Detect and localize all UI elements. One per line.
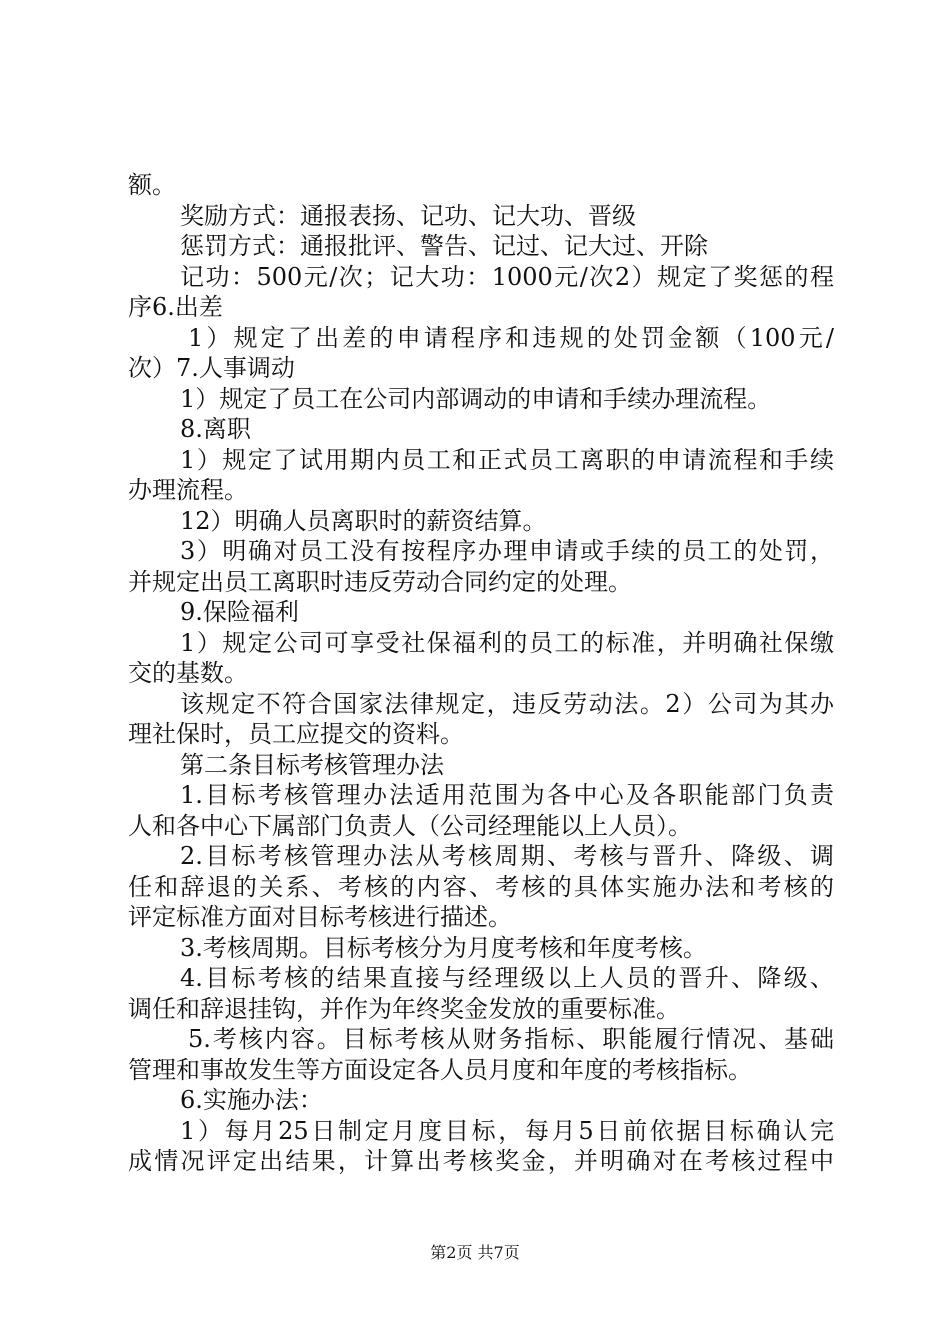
text-line: 额。 <box>128 171 176 199</box>
text-line: 3.考核周期。目标考核分为月度考核和年度考核。 <box>180 933 707 962</box>
page-number-label: 第2页 共7页 <box>430 1243 520 1262</box>
text-line: 交的基数。 <box>128 659 248 687</box>
text-line: 9.保险福利 <box>180 598 299 626</box>
text-line: 惩罚方式：通报批评、警告、记过、记大过、开除 <box>180 232 708 260</box>
text-line: 序6.出差 <box>128 293 223 321</box>
page-footer <box>0 1243 950 1263</box>
text-line: 成情况评定出结果，计算出考核奖金，并明确对在考核过程中 <box>128 1147 834 1175</box>
text-line: 8.离职 <box>180 415 251 443</box>
document-body <box>128 170 834 1177</box>
text-line: 1）规定了试用期内员工和正式员工离职的申请流程和手续 <box>180 445 834 474</box>
text-line: 评定标准方面对目标考核进行描述。 <box>128 903 512 931</box>
text-line: 记功：500元/次；记大功：1000元/次2）规定了奖惩的程 <box>180 262 834 291</box>
text-line: 人和各中心下属部门负责人（公司经理能以上人员）。 <box>128 811 692 840</box>
text-line: 1.目标考核管理办法适用范围为各中心及各职能部门负责 <box>180 781 834 809</box>
text-line: 任和辞退的关系、考核的内容、考核的具体实施办法和考核的 <box>128 872 834 901</box>
text-line: 1）规定公司可享受社保福利的员工的标准，并明确社保缴 <box>180 628 834 657</box>
text-line: 6.实施办法： <box>180 1086 323 1114</box>
text-line: 并规定出员工离职时违反劳动合同约定的处理。 <box>128 567 632 596</box>
text-line: 3）明确对员工没有按程序办理申请或手续的员工的处罚， <box>180 537 834 565</box>
text-line: 奖励方式：通报表扬、记功、记大功、晋级 <box>180 201 636 230</box>
text-line: 5.考核内容。目标考核从财务指标、职能履行情况、基础 <box>188 1025 834 1053</box>
text-line: 调任和辞退挂钩，并作为年终奖金发放的重要标准。 <box>128 994 680 1023</box>
text-line: 理社保时，员工应提交的资料。 <box>128 720 464 748</box>
text-line: 该规定不符合国家法律规定，违反劳动法。2）公司为其办 <box>180 689 834 718</box>
text-line: 管理和事故发生等方面设定各人员月度和年度的考核指标。 <box>128 1055 752 1084</box>
text-line: 办理流程。 <box>128 476 248 504</box>
section-heading: 第二条目标考核管理办法 <box>180 750 444 779</box>
text-line: 1）规定了员工在公司内部调动的申请和手续办理流程。 <box>180 384 772 413</box>
text-line: 12）明确人员离职时的薪资结算。 <box>180 506 547 535</box>
text-line: 1）每月25日制定月度目标，每月5日前依据目标确认完 <box>180 1116 834 1145</box>
text-line: 次）7.人事调动 <box>128 354 295 382</box>
text-line: 2.目标考核管理办法从考核周期、考核与晋升、降级、调 <box>180 842 834 870</box>
text-line: 4.目标考核的结果直接与经理级以上人员的晋升、降级、 <box>180 964 834 992</box>
text-line: 1）规定了出差的申请程序和违规的处罚金额（100元/ <box>188 323 834 352</box>
